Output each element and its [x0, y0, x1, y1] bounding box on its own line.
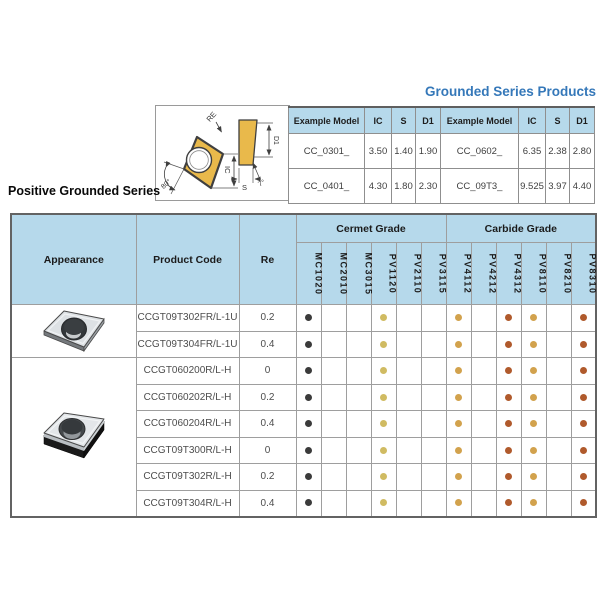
grade-dot-cell	[521, 437, 546, 464]
product-code-cell: CCGT09T300R/L-H	[136, 437, 239, 464]
grade-col-header	[521, 243, 546, 305]
spec-row	[289, 169, 595, 204]
grade-dot-cell	[521, 358, 546, 385]
diagram-label-s: S	[242, 183, 248, 192]
grade-dot	[505, 499, 512, 506]
grade-dot	[530, 394, 537, 401]
grade-dot-cell	[396, 358, 421, 385]
spec-cell: 3.97	[546, 169, 570, 204]
grade-dot-cell	[446, 331, 471, 358]
grade-dot-cell	[571, 384, 596, 411]
grade-dot	[305, 447, 312, 454]
grade-dot-cell	[346, 490, 371, 517]
insert-side-view	[239, 120, 257, 165]
grade-dot-cell	[371, 464, 396, 491]
grade-dot-cell	[296, 490, 321, 517]
grade-dot-cell	[321, 358, 346, 385]
spec-cell: CC_0301_	[289, 134, 365, 169]
diagram-label-clearance-angle: 7°	[257, 179, 267, 189]
grade-dot-cell	[571, 331, 596, 358]
grade-dot-cell	[471, 411, 496, 438]
spec-cell: 1.80	[392, 169, 416, 204]
grade-dot-cell	[446, 411, 471, 438]
spec-col-header: Example Model	[441, 107, 519, 134]
spec-cell: 2.30	[416, 169, 441, 204]
grade-col-header	[346, 243, 374, 305]
grade-dot-cell	[321, 437, 346, 464]
spec-header-row	[289, 107, 595, 134]
spec-cell: 1.90	[416, 134, 441, 169]
grade-dot	[505, 420, 512, 427]
grade-dot-cell	[346, 358, 371, 385]
grade-dot	[530, 420, 537, 427]
grade-col-label: MC3015	[363, 251, 374, 296]
grade-dot	[580, 367, 587, 374]
grade-dot	[530, 473, 537, 480]
grade-dot	[530, 447, 537, 454]
diagram-label-ic: IC	[223, 166, 232, 174]
grade-dot-cell	[296, 305, 321, 332]
grade-col-header	[296, 243, 324, 305]
grade-col-label: PV1120	[386, 253, 397, 294]
grade-dot	[305, 473, 312, 480]
grade-dot-cell	[446, 384, 471, 411]
grade-dot-cell	[321, 464, 346, 491]
grade-col-header	[546, 243, 571, 305]
grade-dot-cell	[396, 411, 421, 438]
appearance-cell	[11, 305, 136, 358]
grade-dot-cell	[546, 384, 571, 411]
grade-col-label: PV3115	[436, 253, 447, 294]
grade-dot	[580, 341, 587, 348]
product-code-cell: CCGT09T304FR/L-1U	[136, 331, 239, 358]
col-header-re: Re	[239, 214, 296, 305]
grade-dot-cell	[396, 464, 421, 491]
grade-dot-cell	[446, 358, 471, 385]
grade-dot-cell	[471, 358, 496, 385]
grade-dot-cell	[471, 384, 496, 411]
grade-dot-cell	[471, 490, 496, 517]
grade-dot-cell	[371, 437, 396, 464]
grade-dot-cell	[496, 331, 521, 358]
grade-dot-cell	[496, 305, 521, 332]
grade-dot	[455, 420, 462, 427]
group-header-cermet: Cermet Grade	[296, 214, 446, 243]
grade-dot	[305, 341, 312, 348]
grade-dot	[380, 420, 387, 427]
grade-dot-cell	[446, 464, 471, 491]
col-header-appearance: Appearance	[11, 214, 136, 305]
grade-dot-cell	[571, 490, 596, 517]
grade-dot-cell	[396, 331, 421, 358]
grade-dot-cell	[371, 358, 396, 385]
grade-dot	[305, 420, 312, 427]
grade-dot	[380, 341, 387, 348]
grade-dot-cell	[496, 384, 521, 411]
table-row	[11, 305, 596, 332]
re-value-cell: 0.2	[239, 305, 296, 332]
grade-dot-cell	[371, 411, 396, 438]
grade-dot	[580, 314, 587, 321]
grade-dot	[380, 499, 387, 506]
spec-row	[289, 134, 595, 169]
grade-dot	[505, 447, 512, 454]
grade-dot-cell	[346, 437, 371, 464]
grade-col-label: PV8110	[536, 253, 547, 294]
grade-dot-cell	[521, 411, 546, 438]
grade-dot-cell	[346, 305, 371, 332]
spec-col-header: D1	[416, 107, 441, 134]
re-value-cell: 0.4	[239, 411, 296, 438]
grade-dot-cell	[371, 490, 396, 517]
product-code-cell: CCGT09T302R/L-H	[136, 464, 239, 491]
grade-dot-cell	[296, 384, 321, 411]
appearance-cell	[11, 358, 136, 517]
grade-dot-cell	[521, 384, 546, 411]
grade-col-header	[371, 243, 396, 305]
grade-dot	[530, 314, 537, 321]
grade-col-header	[396, 243, 421, 305]
grade-dot-cell	[546, 411, 571, 438]
product-code-cell: CCGT09T304R/L-H	[136, 490, 239, 517]
spec-col-header: S	[392, 107, 416, 134]
grade-dot-cell	[346, 331, 371, 358]
grade-dot-cell	[296, 464, 321, 491]
insert-front-view	[184, 137, 223, 188]
product-code-cell: CCGT09T302FR/L-1U	[136, 305, 239, 332]
re-value-cell: 0.4	[239, 331, 296, 358]
spec-cell: 4.40	[570, 169, 595, 204]
spec-cell: 9.525	[519, 169, 546, 204]
grade-col-header	[321, 243, 349, 305]
grade-col-header	[496, 243, 521, 305]
grade-dot-cell	[296, 437, 321, 464]
grade-dot	[530, 341, 537, 348]
grade-dot-cell	[396, 437, 421, 464]
grade-dot-cell	[521, 305, 546, 332]
table-row	[11, 358, 596, 385]
spec-cell: 6.35	[519, 134, 546, 169]
grade-dot	[455, 341, 462, 348]
group-header-row	[11, 214, 596, 243]
grade-dot	[455, 499, 462, 506]
grade-dot	[305, 394, 312, 401]
grade-dot	[455, 367, 462, 374]
grade-dot-cell	[321, 305, 346, 332]
grade-dot	[530, 367, 537, 374]
grade-dot	[505, 314, 512, 321]
grade-col-label: PV4112	[461, 253, 472, 294]
spec-cell: CC_0401_	[289, 169, 365, 204]
grade-dot	[530, 499, 537, 506]
grade-dot	[580, 420, 587, 427]
grade-dot-cell	[521, 331, 546, 358]
grade-dot-cell	[421, 490, 446, 517]
grade-dot-cell	[321, 331, 346, 358]
grade-dot-cell	[296, 411, 321, 438]
col-header-product-code: Product Code	[136, 214, 239, 305]
spec-cell: CC_0602_	[441, 134, 519, 169]
grade-dot-cell	[571, 437, 596, 464]
grade-dot-cell	[321, 411, 346, 438]
grade-dot-cell	[546, 331, 571, 358]
grade-col-header	[571, 243, 596, 305]
grades-table-body	[11, 305, 596, 517]
spec-cell: 3.50	[365, 134, 392, 169]
group-header-carbide: Carbide Grade	[446, 214, 596, 243]
re-value-cell: 0.2	[239, 464, 296, 491]
spec-col-header: Example Model	[289, 107, 365, 134]
grade-dot-cell	[571, 358, 596, 385]
grade-dot-cell	[421, 358, 446, 385]
spec-cell: 4.30	[365, 169, 392, 204]
grade-dot-cell	[546, 305, 571, 332]
spec-cell: 1.40	[392, 134, 416, 169]
grade-dot	[380, 447, 387, 454]
grade-dot-cell	[421, 437, 446, 464]
insert-photo	[41, 306, 107, 352]
grade-dot	[505, 473, 512, 480]
grade-dot-cell	[321, 384, 346, 411]
grade-col-label: MC2010	[338, 251, 349, 296]
grade-dot-cell	[496, 358, 521, 385]
grade-dot-cell	[521, 464, 546, 491]
grade-dot-cell	[546, 437, 571, 464]
grade-dot-cell	[546, 490, 571, 517]
spec-cell: CC_09T3_	[441, 169, 519, 204]
grade-dot-cell	[446, 437, 471, 464]
grade-dot-cell	[421, 331, 446, 358]
spec-col-header: D1	[570, 107, 595, 134]
grade-dot-cell	[321, 490, 346, 517]
grade-col-label: MC1020	[313, 251, 324, 296]
grade-dot-cell	[571, 305, 596, 332]
grade-dot-cell	[571, 464, 596, 491]
grade-dot	[305, 367, 312, 374]
grade-dot-cell	[396, 490, 421, 517]
grade-dot-cell	[396, 384, 421, 411]
spec-cell: 2.38	[546, 134, 570, 169]
insert-dimension-diagram	[155, 105, 290, 201]
grade-dot-cell	[346, 464, 371, 491]
grade-dot-cell	[446, 490, 471, 517]
grade-dot-cell	[546, 358, 571, 385]
re-value-cell: 0.4	[239, 490, 296, 517]
product-code-cell: CCGT060200R/L-H	[136, 358, 239, 385]
grade-dot	[455, 447, 462, 454]
re-value-cell: 0.2	[239, 384, 296, 411]
grade-col-label: PV4312	[512, 252, 523, 295]
spec-table	[288, 106, 595, 204]
spec-col-header: IC	[519, 107, 546, 134]
product-code-cell: CCGT060204R/L-H	[136, 411, 239, 438]
re-value-cell: 0	[239, 437, 296, 464]
grade-dot	[455, 394, 462, 401]
grade-dot-cell	[421, 384, 446, 411]
grade-dot-cell	[571, 411, 596, 438]
grade-dot-cell	[296, 331, 321, 358]
grade-dot-cell	[471, 464, 496, 491]
grade-col-label: PV2110	[411, 253, 422, 294]
grade-dot-cell	[471, 437, 496, 464]
grade-dot-cell	[296, 358, 321, 385]
grade-col-header	[446, 243, 471, 305]
grade-dot-cell	[521, 490, 546, 517]
grade-dot	[455, 473, 462, 480]
diagram-label-d1: D1	[272, 136, 279, 145]
spec-col-header: S	[546, 107, 570, 134]
grade-dot	[380, 314, 387, 321]
spec-table-body	[289, 134, 595, 204]
grade-dot	[505, 367, 512, 374]
diagram-label-corner-angle: 80°	[160, 178, 173, 191]
grade-dot-cell	[496, 464, 521, 491]
insert-photo	[41, 408, 107, 460]
grade-dot	[580, 473, 587, 480]
grade-col-header	[421, 243, 446, 305]
grade-dot-cell	[446, 305, 471, 332]
dimension-drawing	[156, 106, 289, 200]
grade-dot	[505, 394, 512, 401]
grade-dot-cell	[371, 384, 396, 411]
diagram-label-re: RE	[204, 109, 219, 124]
grade-dot	[305, 314, 312, 321]
grade-dot	[305, 499, 312, 506]
grade-dot-cell	[471, 305, 496, 332]
grade-dot-cell	[396, 305, 421, 332]
grade-col-header	[471, 243, 496, 305]
grade-dot	[505, 341, 512, 348]
grade-dot	[580, 394, 587, 401]
spec-cell: 2.80	[570, 134, 595, 169]
grade-dot-cell	[421, 411, 446, 438]
grade-dot	[380, 473, 387, 480]
grade-col-label: PV4212	[487, 252, 498, 295]
grade-dot-cell	[371, 331, 396, 358]
grade-dot	[380, 394, 387, 401]
product-code-cell: CCGT060202R/L-H	[136, 384, 239, 411]
grade-dot-cell	[496, 411, 521, 438]
grade-col-label: PV8310	[587, 252, 598, 295]
page-title: Grounded Series Products	[424, 84, 596, 99]
grade-dot-cell	[421, 464, 446, 491]
grade-dot	[580, 447, 587, 454]
grade-dot-cell	[421, 305, 446, 332]
grade-dot-cell	[496, 490, 521, 517]
grade-dot-cell	[496, 437, 521, 464]
re-value-cell: 0	[239, 358, 296, 385]
spec-col-header: IC	[365, 107, 392, 134]
section-heading: Positive Grounded Series	[8, 184, 161, 198]
grade-dot	[580, 499, 587, 506]
grade-dot-cell	[346, 384, 371, 411]
grade-dot-cell	[546, 464, 571, 491]
grades-table	[10, 213, 597, 518]
grade-col-label: PV8210	[562, 252, 573, 295]
grade-dot	[455, 314, 462, 321]
grade-dot	[380, 367, 387, 374]
grade-dot-cell	[471, 331, 496, 358]
grade-dot-cell	[371, 305, 396, 332]
grade-dot-cell	[346, 411, 371, 438]
